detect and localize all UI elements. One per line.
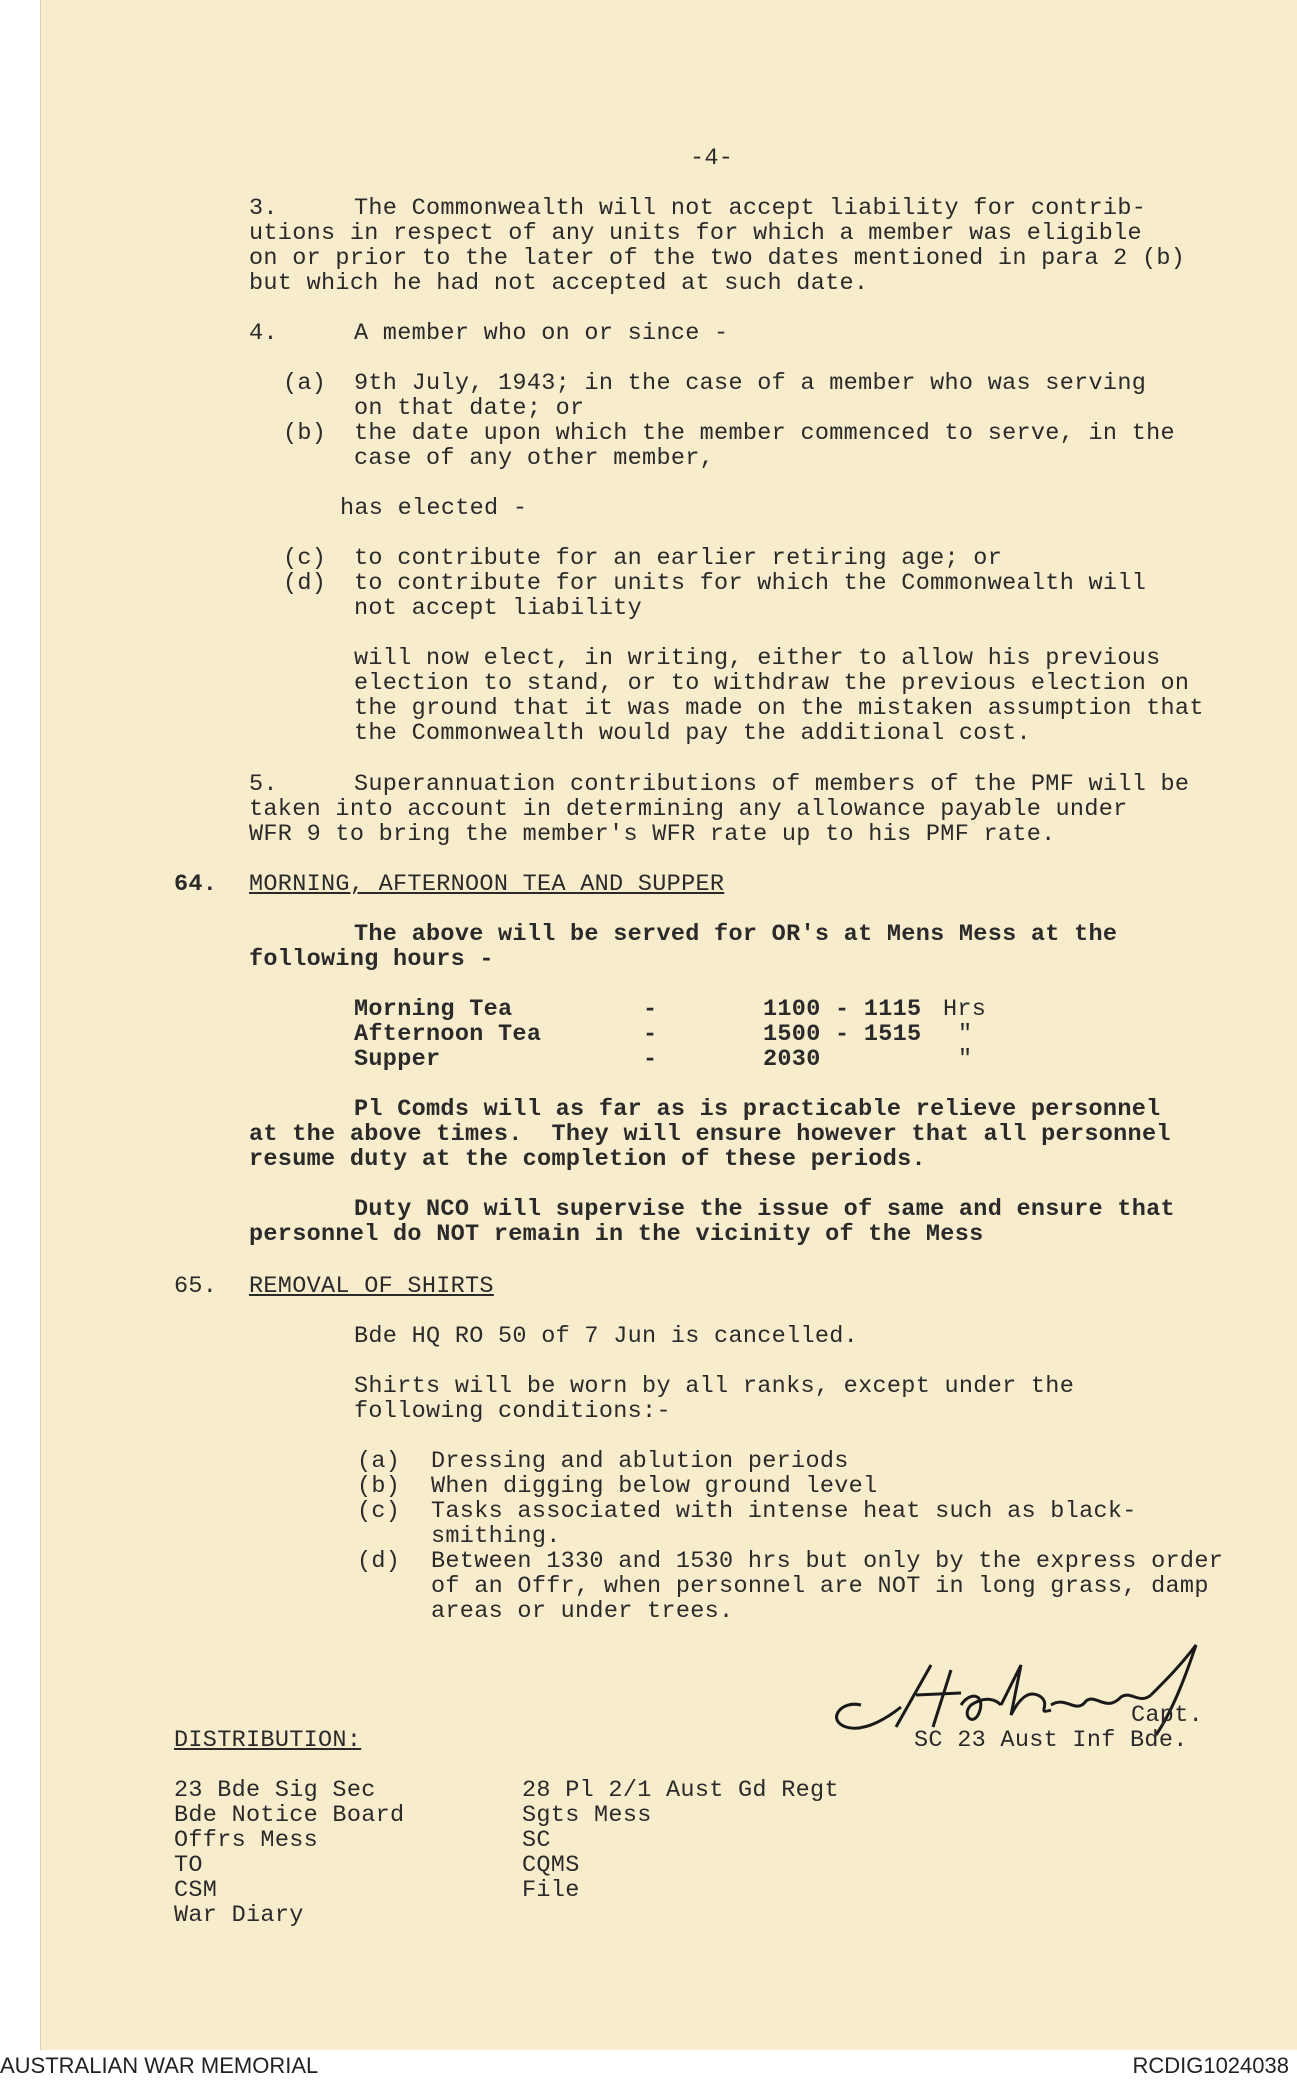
item64-heading: MORNING, AFTERNOON TEA AND SUPPER [249,871,725,898]
condition-d-line2: of an Offr, when personnel are NOT in long grass, damp [431,1573,1209,1600]
schedule-time-supper: 2030 [763,1046,821,1073]
para4-c-label: (c) [283,545,327,572]
footer-record-id: RCDIG1024038 [1132,2053,1289,2078]
schedule-dash-afternoon: - [643,1021,658,1048]
distribution-item: Offrs Mess [174,1827,319,1854]
distribution-item: CQMS [522,1852,580,1879]
item64-number: 64. [174,871,218,898]
para3-number: 3. [249,195,278,222]
para4-d-line2: not accept liability [354,595,643,622]
item65-intro-line1: Shirts will be worn by all ranks, except under the [354,1373,1075,1400]
para5-number: 5. [249,771,278,798]
item65-heading: REMOVAL OF SHIRTS [249,1273,494,1300]
condition-a-line1: Dressing and ablution periods [431,1448,849,1475]
distribution-item: 28 Pl 2/1 Aust Gd Regt [522,1777,839,1804]
para4-tail-line1: will now elect, in writing, either to allow his previous [354,645,1161,672]
para4-d-line1: to contribute for units for which the Commonwealth will [354,570,1147,597]
para4-tail-line2: election to stand, or to withdraw the previous election on [354,670,1190,697]
condition-c-label: (c) [357,1498,401,1525]
schedule-meal-afternoon: Afternoon Tea [354,1021,542,1048]
schedule-meal-morning: Morning Tea [354,996,513,1023]
condition-d-line1: Between 1330 and 1530 hrs but only by the express order [431,1548,1224,1575]
para4-number: 4. [249,320,278,347]
condition-b-label: (b) [357,1473,401,1500]
para4-c-line: to contribute for an earlier retiring age; or [354,545,1003,572]
para4-tail-line4: the Commonwealth would pay the additional cost. [354,720,1031,747]
schedule-unit-afternoon: " [958,1021,973,1048]
para5-line2: taken into account in determining any allowance payable under [249,796,1128,823]
distribution-item: Bde Notice Board [174,1802,405,1829]
item64-p1-line3: resume duty at the completion of these periods. [249,1146,926,1173]
schedule-unit-morning: Hrs [943,996,987,1023]
para4-intro: A member who on or since - [354,320,729,347]
item64-p2-line2: personnel do NOT remain in the vicinity of the Mess [249,1221,984,1248]
item64-intro-line1: The above will be served for OR's at Mens Mess at the [354,921,1118,948]
para4-d-label: (d) [283,570,327,597]
footer-archive-name: AUSTRALIAN WAR MEMORIAL [0,2053,319,2078]
schedule-meal-supper: Supper [354,1046,441,1073]
condition-d-label: (d) [357,1548,401,1575]
signature-unit: SC 23 Aust Inf Bde. [914,1727,1188,1754]
item65-intro-line2: following conditions:- [354,1398,671,1425]
para3-line1: The Commonwealth will not accept liability for contrib- [354,195,1147,222]
para5-line1: Superannuation contributions of members of the PMF will be [354,771,1190,798]
distribution-item: CSM [174,1877,218,1904]
para3-line3: on or prior to the later of the two dates mentioned in para 2 (b) [249,245,1186,272]
para4-a-label: (a) [283,370,327,397]
condition-b-line1: When digging below ground level [431,1473,878,1500]
item64-intro-line2: following hours - [249,946,494,973]
condition-c-line1: Tasks associated with intense heat such as black- [431,1498,1137,1525]
condition-d-line3: areas or under trees. [431,1598,734,1625]
para4-b-line2: case of any other member, [354,445,715,472]
schedule-dash-morning: - [643,996,658,1023]
item64-p1-line1: Pl Comds will as far as is practicable relieve personnel [354,1096,1161,1123]
distribution-item: TO [174,1852,203,1879]
para4-has-elected: has elected - [340,495,528,522]
schedule-time-morning: 1100 - 1115 [763,996,922,1023]
item64-p1-line2: at the above times. They will ensure however that all personnel [249,1121,1171,1148]
item65-cancel: Bde HQ RO 50 of 7 Jun is cancelled. [354,1323,859,1350]
signature-rank: Capt. [1131,1702,1204,1729]
schedule-time-afternoon: 1500 - 1515 [763,1021,922,1048]
para4-a-line1: 9th July, 1943; in the case of a member who was serving [354,370,1147,397]
distribution-item: War Diary [174,1902,304,1929]
condition-a-label: (a) [357,1448,401,1475]
distribution-item: SC [522,1827,551,1854]
condition-c-line2: smithing. [431,1523,561,1550]
page-number: -4- [690,145,734,172]
schedule-dash-supper: - [643,1046,658,1073]
para3-line4: but which he had not accepted at such date. [249,270,869,297]
para5-line3: WFR 9 to bring the member's WFR rate up to his PMF rate. [249,821,1056,848]
para4-b-line1: the date upon which the member commenced to serve, in the [354,420,1175,447]
item65-number: 65. [174,1273,218,1300]
para4-b-label: (b) [283,420,327,447]
item64-p2-line1: Duty NCO will supervise the issue of same and ensure that [354,1196,1175,1223]
distribution-heading: DISTRIBUTION: [174,1727,362,1754]
schedule-unit-supper: " [958,1046,973,1073]
para4-tail-line3: the ground that it was made on the mistaken assumption that [354,695,1204,722]
distribution-item: 23 Bde Sig Sec [174,1777,376,1804]
para3-line2: utions in respect of any units for which a member was eligible [249,220,1142,247]
distribution-item: File [522,1877,580,1904]
distribution-item: Sgts Mess [522,1802,652,1829]
para4-a-line2: on that date; or [354,395,585,422]
